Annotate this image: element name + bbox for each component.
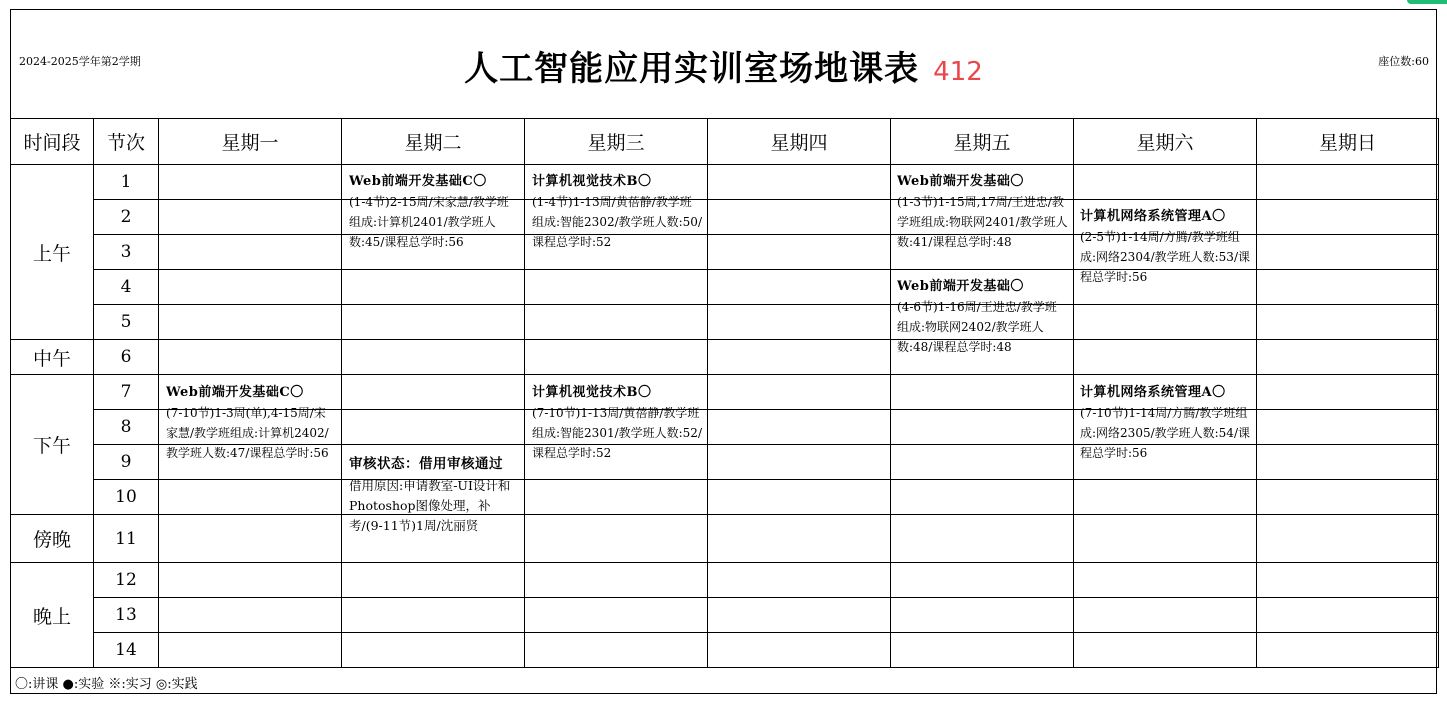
session-number: 2 [94, 200, 159, 235]
course-detail: (1-4节)2-15周/宋家慧/教学班组成:计算机2401/教学班人数:45/课程总学时:56 [349, 195, 509, 249]
slot-cell[interactable] [342, 340, 525, 375]
session-number: 13 [94, 598, 159, 633]
slot-cell[interactable] [159, 598, 342, 633]
approval-status: 审核状态：借用审核通过 [349, 456, 503, 472]
slot-cell[interactable] [1074, 633, 1257, 668]
course-cell-fri-am2[interactable] [897, 277, 1067, 373]
corner-indicator [1407, 0, 1447, 4]
session-row [11, 165, 1439, 200]
course-title: Web前端开发基础C〇 [166, 385, 304, 400]
slot-cell[interactable] [708, 305, 891, 340]
course-detail: (7-10节)1-14周/方腾/教学班组成:网络2305/教学班人数:54/课程总学时:56 [1080, 406, 1250, 460]
slot-cell[interactable] [1257, 445, 1439, 480]
course-cell-wed-am[interactable] [532, 172, 702, 302]
slot-cell[interactable] [708, 410, 891, 445]
slot-cell[interactable] [525, 305, 708, 340]
course-title: Web前端开发基础〇 [897, 174, 1024, 189]
slot-cell[interactable] [708, 563, 891, 598]
slot-cell[interactable] [708, 445, 891, 480]
session-number: 10 [94, 480, 159, 515]
column-header-monday: 星期一 [159, 119, 342, 165]
slot-cell[interactable] [1257, 165, 1439, 200]
course-title: Web前端开发基础C〇 [349, 174, 487, 189]
column-header-tuesday: 星期二 [342, 119, 525, 165]
slot-cell[interactable] [1074, 340, 1257, 375]
slot-cell[interactable] [159, 563, 342, 598]
slot-cell[interactable] [891, 375, 1074, 410]
seat-count: 座位数:60 [1378, 55, 1429, 68]
session-number: 14 [94, 633, 159, 668]
slot-cell[interactable] [342, 598, 525, 633]
slot-cell[interactable] [159, 633, 342, 668]
borrow-detail: 借用原因:申请教室-UI设计和Photoshop图像处理，补考/(9-11节)1周/沈丽贤 [349, 478, 511, 533]
slot-cell[interactable] [159, 200, 342, 235]
course-detail: (1-3节)1-15周,17周/王进忠/教学班组成:物联网2401/教学班人数:41/课程总学时:48 [897, 195, 1068, 249]
course-title: 计算机视觉技术B〇 [532, 385, 652, 400]
period-label: 晚上 [11, 563, 94, 668]
slot-cell[interactable] [708, 270, 891, 305]
slot-cell[interactable] [525, 598, 708, 633]
slot-cell[interactable] [708, 598, 891, 633]
slot-cell[interactable] [1074, 563, 1257, 598]
period-label: 傍晚 [11, 515, 94, 563]
header-row [11, 119, 1439, 165]
session-number: 4 [94, 270, 159, 305]
session-number: 3 [94, 235, 159, 270]
borrow-cell-tue[interactable] [349, 453, 519, 565]
slot-cell[interactable] [159, 340, 342, 375]
slot-cell[interactable] [159, 235, 342, 270]
room-number: 412 [933, 57, 983, 87]
slot-cell[interactable] [342, 633, 525, 668]
slot-cell[interactable] [1257, 340, 1439, 375]
course-title: 计算机网络系统管理A〇 [1080, 385, 1226, 400]
course-title: 计算机视觉技术B〇 [532, 174, 652, 189]
slot-cell[interactable] [708, 515, 891, 563]
slot-cell[interactable] [708, 480, 891, 515]
session-row [11, 633, 1439, 668]
session-row [11, 563, 1439, 598]
slot-cell[interactable] [159, 515, 342, 563]
slot-cell[interactable] [525, 340, 708, 375]
course-cell-tue-am[interactable] [349, 172, 519, 302]
slot-cell[interactable] [342, 410, 525, 445]
period-label: 上午 [11, 165, 94, 340]
slot-cell[interactable] [891, 633, 1074, 668]
slot-cell[interactable] [891, 563, 1074, 598]
slot-cell[interactable] [525, 633, 708, 668]
slot-cell[interactable] [1074, 598, 1257, 633]
slot-cell[interactable] [1257, 375, 1439, 410]
term-label: 2024-2025学年第2学期 [19, 55, 141, 68]
session-number: 5 [94, 305, 159, 340]
schedule-header [10, 9, 1437, 118]
slot-cell[interactable] [1257, 410, 1439, 445]
slot-cell[interactable] [1257, 598, 1439, 633]
slot-cell[interactable] [1257, 633, 1439, 668]
slot-cell[interactable] [1257, 305, 1439, 340]
slot-cell[interactable] [708, 235, 891, 270]
course-title: Web前端开发基础〇 [897, 279, 1024, 294]
slot-cell[interactable] [708, 165, 891, 200]
course-detail: (7-10节)1-3周(单),4-15周/宋家慧/教学班组成:计算机2402/教学班人数:47/课程总学时:56 [166, 406, 329, 460]
slot-cell[interactable] [342, 375, 525, 410]
course-cell-sat-am[interactable] [1080, 207, 1250, 337]
slot-cell[interactable] [525, 515, 708, 563]
slot-cell[interactable] [1074, 515, 1257, 563]
slot-cell[interactable] [1074, 165, 1257, 200]
slot-cell[interactable] [342, 563, 525, 598]
slot-cell[interactable] [891, 410, 1074, 445]
session-row [11, 598, 1439, 633]
slot-cell[interactable] [342, 305, 525, 340]
course-cell-sat-pm[interactable] [1080, 383, 1250, 513]
slot-cell[interactable] [159, 165, 342, 200]
slot-cell[interactable] [708, 340, 891, 375]
slot-cell[interactable] [1257, 235, 1439, 270]
course-cell-wed-pm[interactable] [532, 383, 702, 513]
course-detail: (7-10节)1-13周/黄蓓静/教学班组成:智能2301/教学班人数:52/课程总学时:52 [532, 406, 702, 460]
column-header-period: 时间段 [11, 119, 94, 165]
course-detail: (1-4节)1-13周/黄蓓静/教学班组成:智能2302/教学班人数:50/课程总学时:52 [532, 195, 702, 249]
slot-cell[interactable] [1257, 200, 1439, 235]
course-detail: (4-6节)1-16周/王进忠/教学班组成:物联网2402/教学班人数:48/课程总学时:48 [897, 300, 1057, 354]
slot-cell[interactable] [1257, 480, 1439, 515]
column-header-sunday: 星期日 [1257, 119, 1439, 165]
column-header-friday: 星期五 [891, 119, 1074, 165]
slot-cell[interactable] [525, 563, 708, 598]
slot-cell[interactable] [1257, 563, 1439, 598]
column-header-wednesday: 星期三 [525, 119, 708, 165]
session-number: 9 [94, 445, 159, 480]
page-title: 人工智能应用实训室场地课表 [464, 49, 920, 89]
slot-cell[interactable] [708, 200, 891, 235]
slot-cell[interactable] [159, 305, 342, 340]
session-number: 1 [94, 165, 159, 200]
session-number: 7 [94, 375, 159, 410]
session-number: 8 [94, 410, 159, 445]
legend: 〇:讲课 ●:实验 ※:实习 ◎:实践 [15, 677, 198, 692]
period-label: 下午 [11, 375, 94, 515]
title-block [10, 41, 1437, 90]
slot-cell[interactable] [159, 270, 342, 305]
session-row [11, 515, 1439, 563]
column-header-session: 节次 [94, 119, 159, 165]
session-number: 6 [94, 340, 159, 375]
session-number: 11 [94, 515, 159, 563]
slot-cell[interactable] [891, 445, 1074, 480]
period-label: 中午 [11, 340, 94, 375]
slot-cell[interactable] [891, 480, 1074, 515]
slot-cell[interactable] [1257, 515, 1439, 563]
course-cell-fri-am1[interactable] [897, 172, 1069, 268]
column-header-saturday: 星期六 [1074, 119, 1257, 165]
course-detail: (2-5节)1-14周/方腾/教学班组成:网络2304/教学班人数:53/课程总学时:56 [1080, 230, 1250, 284]
column-header-thursday: 星期四 [708, 119, 891, 165]
slot-cell[interactable] [708, 633, 891, 668]
course-title: 计算机网络系统管理A〇 [1080, 209, 1226, 224]
slot-cell[interactable] [891, 515, 1074, 563]
slot-cell[interactable] [891, 598, 1074, 633]
slot-cell[interactable] [708, 375, 891, 410]
slot-cell[interactable] [1257, 270, 1439, 305]
session-row [11, 340, 1439, 375]
session-number: 12 [94, 563, 159, 598]
course-cell-mon-pm[interactable] [166, 383, 336, 513]
